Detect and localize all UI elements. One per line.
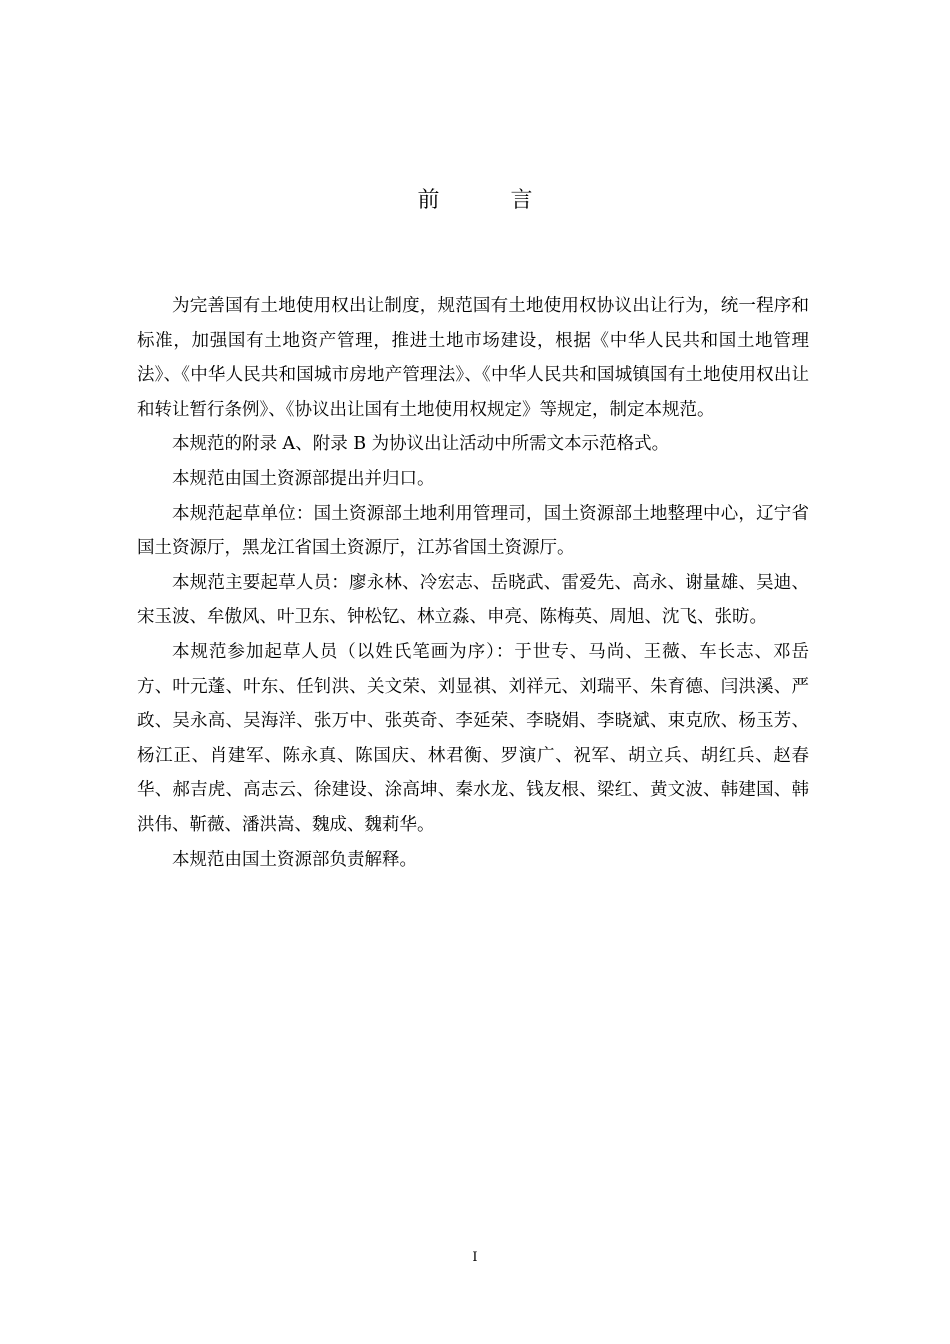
paragraph-main-drafters: 本规范主要起草人员：廖永林、冷宏志、岳晓武、雷爱先、高永、谢量雄、吴迪、宋玉波、牟傲风、叶卫东、钟松钇、林立淼、申亮、陈梅英、周旭、沈飞、张昉。 xyxy=(137,572,809,628)
page-title: 前 言 xyxy=(417,188,565,213)
paragraph-proposer: 本规范由国土资源部提出并归口。 xyxy=(172,468,435,489)
page-number: I xyxy=(472,1250,478,1265)
foreword-body xyxy=(137,289,809,877)
paragraph-participating-drafters: 本规范参加起草人员（以姓氏笔画为序）：于世专、马尚、王薇、车长志、邓岳方、叶元蓬、叶东、任钊洪、关文荣、刘显祺、刘祥元、刘瑞平、朱育德、闫洪溪、严政、吴永高、吴海洋、张万中、张英奇、李延荣、李晓娟、李晓斌、束克欣、杨玉芳、杨江正、肖建军、陈永真、陈国庆、林君衡、罗演广、祝军、胡立兵、胡红兵、赵春华、郝吉虎、高志云、徐建设、涂高坤、秦水龙、钱友根、梁红、黄文波、韩建国、韩洪伟、靳薇、潘洪嵩、魏成、魏莉华。 xyxy=(137,641,809,835)
paragraph-drafting-units: 本规范起草单位：国土资源部土地利用管理司，国土资源部土地整理中心，辽宁省国土资源厅，黑龙江省国土资源厅，江苏省国土资源厅。 xyxy=(137,503,809,559)
paragraph-interpretation: 本规范由国土资源部负责解释。 xyxy=(172,849,417,870)
paragraph-appendix: 本规范的附录 A、附录 B 为协议出让活动中所需文本示范格式。 xyxy=(172,434,670,455)
paragraph-purpose: 为完善国有土地使用权出让制度，规范国有土地使用权协议出让行为，统一程序和标准，加强国有土地资产管理，推进土地市场建设，根据《中华人民共和国土地管理法》、《中华人民共和国城市房地产管理法》、《中华人民共和国城镇国有土地使用权出让和转让暂行条例》、《协议出让国有土地使用权规定》等规定，制定本规范。 xyxy=(137,296,809,420)
